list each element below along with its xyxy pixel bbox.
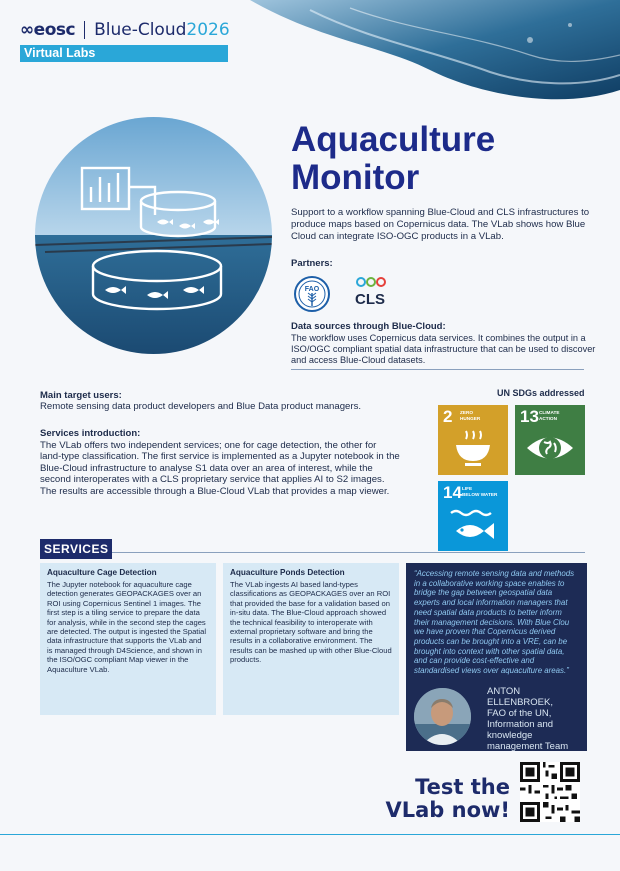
aquaculture-hero-image <box>35 117 272 354</box>
qr-code[interactable] <box>520 762 580 822</box>
header-logos <box>20 20 230 40</box>
avatar <box>414 688 471 745</box>
cage-detection-box <box>40 563 216 715</box>
services-intro-text: The VLab offers two independent services; one for cage detection, the other for land-type classification. The first service is implemented as a Jupyter notebook in the Blue-Cloud infrastructure to analyse S1 data over an area of interest, while the second interoperates with a CLS proprietary service that applies AI to S2 images. The results are accessible through a Blue-Cloud VLab that provides a map viewer. <box>40 440 400 497</box>
footer-divider <box>0 834 620 835</box>
sdg-2-tile: 2 ZERO HUNGER <box>438 405 508 475</box>
ponds-detection-box <box>223 563 399 715</box>
eosc-infinity-icon: ∞ <box>20 20 34 40</box>
intro-text: Support to a workflow spanning Blue-Cloud and CLS infrastructures to produce maps based on Copernicus data. The VLab shows how Blue Cloud can integrate ISO-OGC products in a VLab. <box>291 207 590 242</box>
divider <box>291 369 584 370</box>
sdg-label: UN SDGs addressed <box>497 388 585 398</box>
blue-cloud-logo: Blue-Cloud2026 <box>94 20 230 40</box>
eosc-logo: ∞eosc <box>20 20 76 40</box>
services-divider <box>40 552 585 553</box>
testimonial-quote: “Accessing remote sensing data and methods in a collaborative working space enables to bridge the gap between geospatial data experts and local information managers that need spatial data products to better inform their management decisions. With Blue Clou we have proven that Copernicus derived products can be brought into a VRE, can be brought into context with other spatial data, and can provide cost-effective and standardised views over aquaculture areas.” <box>414 569 575 676</box>
fao-logo <box>293 275 331 313</box>
ocean-wave-banner <box>230 0 620 105</box>
bowl-icon <box>448 427 498 469</box>
data-sources-label: Data sources through Blue-Cloud: <box>291 321 446 332</box>
partners-label: Partners: <box>291 258 333 269</box>
cls-logo <box>351 274 397 314</box>
data-sources-text: The workflow uses Copernicus data services. It combines the output in a ISO/OGC compliant spatial data infrastructure that can be used to discover and access Blue-Cloud datasets. <box>291 333 596 366</box>
services-heading: SERVICES <box>40 539 112 559</box>
sdg-14-tile: 14 LIFE BELOW WATER <box>438 481 508 551</box>
cls-logo-text: CLS <box>355 291 385 308</box>
testimonial-author: ANTON ELLENBROEK, FAO of the UN, Information and knowledge management Team <box>487 686 569 752</box>
sdg-13-tile: 13 CLIMATE ACTION <box>515 405 585 475</box>
main-target-label: Main target users: <box>40 390 122 401</box>
eye-globe-icon <box>525 427 575 469</box>
cage-detection-title: Aquaculture Cage Detection <box>47 568 157 577</box>
cta-text[interactable]: Test the VLab now! <box>385 775 510 822</box>
page-title-line1: Aquaculture <box>291 120 496 159</box>
virtual-labs-label: Virtual Labs <box>20 45 228 62</box>
page-title-line2: Monitor <box>291 158 420 197</box>
cage-detection-text: The Jupyter notebook for aquaculture cage detection generates GEOPACKAGES over an ROI using Copernicus Sentinel 1 images. The first step is a tiling service to prepare the data for analysis, while in the second step the cages are detected. The output is ingested the Spatial data infrastructure that supports the VLab and is managed through D4Science, and shown in the ISO/OGC compliant Map viewer in the Aquaculture VLab. <box>47 580 207 674</box>
main-target-text: Remote sensing data product developers and Blue Data product managers. <box>40 401 362 412</box>
services-intro-label: Services introduction: <box>40 428 141 439</box>
logo-divider <box>84 21 85 39</box>
ponds-detection-text: The VLab ingests AI based land-types classifications as GEOPACKAGES over an ROI that provided the base for a validation based on in-situ data. The Blue-Cloud approach showed the technical feasibility to interoperate with external proprietary software and bring the results in a collaborative environment. The results can be mashed up with other Blue-Cloud products. <box>230 580 392 665</box>
fish-icon <box>448 503 498 545</box>
ponds-detection-title: Aquaculture Ponds Detection <box>230 568 345 577</box>
svg-text:FAO: FAO <box>304 286 320 293</box>
